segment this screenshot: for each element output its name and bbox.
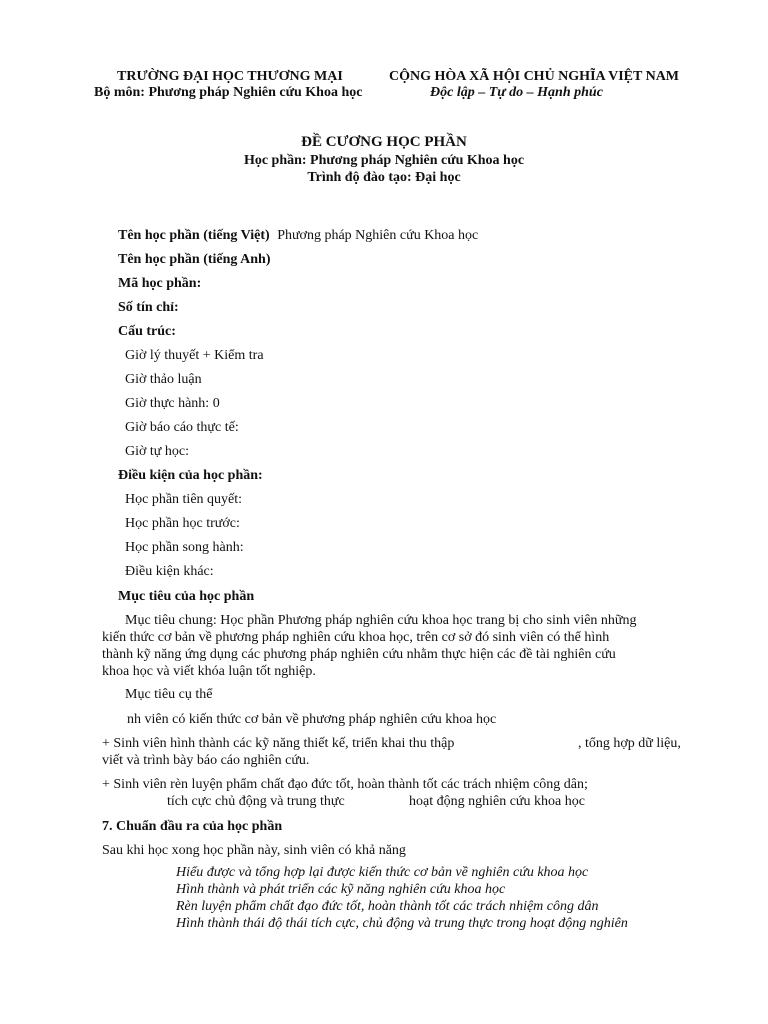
course-name-vi-value: Phương pháp Nghiên cứu Khoa học bbox=[277, 228, 479, 243]
structure-item: Giờ tự học: bbox=[125, 444, 189, 459]
course-name-vi-row bbox=[118, 227, 478, 244]
outcome-item: Hiểu được và tổng hợp lại được kiến thức cơ bản về nghiên cứu khoa học bbox=[176, 865, 589, 880]
objectives-heading: Mục tiêu của học phần bbox=[118, 589, 255, 604]
outcome-item: Hình thành thái độ thái tích cực, chủ động và trung thực trong hoạt động nghiên bbox=[176, 916, 628, 931]
general-objective-line: khoa học và viết khóa luận tốt nghiệp. bbox=[102, 664, 316, 679]
course-name-vi-label: Tên học phần (tiếng Việt) bbox=[118, 228, 270, 243]
outcome-item: Hình thành và phát triển các kỹ năng nghiên cứu khoa học bbox=[176, 882, 506, 897]
credits-label: Số tín chỉ: bbox=[118, 300, 179, 315]
specific-objective-item: nh viên có kiến thức cơ bản về phương pháp nghiên cứu khoa học bbox=[127, 712, 497, 727]
training-level: Trình độ đào tạo: Đại học bbox=[307, 170, 461, 185]
outcomes-intro: Sau khi học xong học phần này, sinh viên có khả năng bbox=[102, 843, 406, 858]
general-objective-line: kiến thức cơ bản về phương pháp nghiên cứu khoa học, trên cơ sở đó sinh viên có thể hình bbox=[102, 630, 610, 645]
specific-objective-item-cont: , tổng hợp dữ liệu, bbox=[578, 736, 681, 751]
document-title: ĐỀ CƯƠNG HỌC PHẦN bbox=[301, 134, 467, 150]
specific-objective-item: + Sinh viên hình thành các kỹ năng thiết kế, triển khai thu thập bbox=[102, 736, 455, 751]
republic-title: CỘNG HÒA XÃ HỘI CHỦ NGHĨA VIỆT NAM bbox=[389, 69, 680, 84]
general-objective-line: Mục tiêu chung: Học phần Phương pháp nghiên cứu khoa học trang bị cho sinh viên những bbox=[125, 613, 637, 628]
specific-objective-label: Mục tiêu cụ thể bbox=[125, 687, 213, 702]
structure-item: Giờ lý thuyết + Kiểm tra bbox=[125, 348, 264, 363]
outcomes-heading: 7. Chuẩn đầu ra của học phần bbox=[102, 819, 283, 834]
condition-item: Học phần song hành: bbox=[125, 540, 244, 555]
school-name: TRƯỜNG ĐẠI HỌC THƯƠNG MẠI bbox=[117, 69, 343, 84]
specific-objective-item-cont: tích cực chủ động và trung thực bbox=[167, 794, 345, 809]
course-code-label: Mã học phần: bbox=[118, 276, 202, 291]
specific-objective-item-cont: viết và trình bày báo cáo nghiên cứu. bbox=[102, 753, 310, 768]
structure-item: Giờ báo cáo thực tế: bbox=[125, 420, 239, 435]
outcome-item: Rèn luyện phẩm chất đạo đức tốt, hoàn thành tốt các trách nhiệm công dân bbox=[176, 899, 599, 914]
specific-objective-item-cont: hoạt động nghiên cứu khoa học bbox=[409, 794, 585, 809]
structure-item: Giờ thảo luận bbox=[125, 372, 202, 387]
condition-item: Học phần học trước: bbox=[125, 516, 240, 531]
department-name: Bộ môn: Phương pháp Nghiên cứu Khoa học bbox=[94, 85, 363, 100]
conditions-label: Điều kiện của học phần: bbox=[118, 468, 263, 483]
general-objective-line: thành kỹ năng ứng dụng các phương pháp nghiên cứu nhằm thực hiện các đề tài nghiên cứu bbox=[102, 647, 616, 662]
course-subtitle: Học phần: Phương pháp Nghiên cứu Khoa học bbox=[243, 153, 525, 168]
specific-objective-item: + Sinh viên rèn luyện phẩm chất đạo đức tốt, hoàn thành tốt các trách nhiệm công dân; bbox=[102, 777, 588, 792]
condition-item: Điều kiện khác: bbox=[125, 564, 214, 579]
structure-item: Giờ thực hành: 0 bbox=[125, 396, 220, 411]
national-motto: Độc lập – Tự do – Hạnh phúc bbox=[430, 85, 603, 100]
condition-item: Học phần tiên quyết: bbox=[125, 492, 243, 507]
structure-label: Cấu trúc: bbox=[118, 324, 176, 339]
course-name-en-label: Tên học phần (tiếng Anh) bbox=[118, 252, 271, 267]
